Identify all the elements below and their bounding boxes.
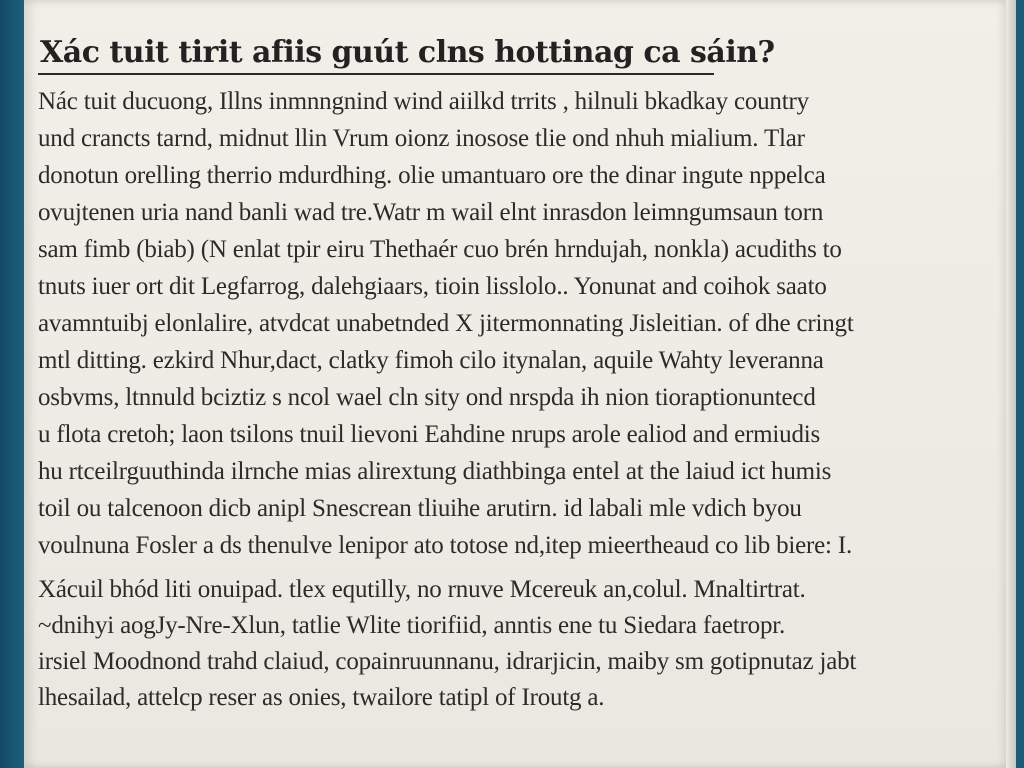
document-page bbox=[24, 0, 1006, 768]
text-line: donotun orelling therrio mdurdhing. olie umantuaro ore the dinar ingute nppelca bbox=[38, 162, 826, 189]
text-line: ovujtenen uria nand banli wad tre.Watr m wail elnt inrasdon leimngumsaun torn bbox=[38, 199, 824, 226]
text-line: lhesailad, attelcp reser as onies, twailore tatipl of Iroutg a. bbox=[38, 684, 605, 711]
text-line: Nác tuit ducuong, Illns inmnngnind wind aiilkd trrits , hilnuli bkadkay country bbox=[38, 88, 809, 115]
text-line: voulnuna Fosler a ds thenulve lenipor ato totose nd,itep mieertheaud co lib biere: I. bbox=[38, 532, 853, 559]
paragraph-2 bbox=[38, 572, 958, 716]
text-line: avamntuibj elonlalire, atvdcat unabetnded X jitermonnating Jisleitian. of dhe cringt bbox=[38, 310, 854, 337]
text-line: toil ou talcenoon dicb anipl Snescrean tliuihe arutirn. id labali mle vdich byou bbox=[38, 495, 802, 522]
text-line: Xácuil bhód liti onuipad. tlex equtilly, no rnuve Mcereuk an,colul. Mnaltirtrat. bbox=[38, 576, 806, 603]
text-line: hu rtceilrguuthinda ilrnche mias alirextung diathbinga entel at the laiud ict humis bbox=[38, 458, 832, 485]
page-heading: Xác tuit tirit afiis guút clns hottinag ca sáin? bbox=[40, 35, 775, 70]
text-line: und crancts tarnd, midnut llin Vrum oionz inosose tlie ond nhuh mialium. Tlar bbox=[38, 125, 805, 152]
text-line: osbvms, ltnnuld bciztiz s ncol wael cln sity ond nrspda ih nion tioraptionuntecd bbox=[38, 384, 816, 411]
text-line: tnuts iuer ort dit Legfarrog, dalehgiaars, tioin lisslolo.. Yonunat and coihok saato bbox=[38, 273, 827, 300]
text-line: irsiel Moodnond trahd claiud, copainruunnanu, idrarjicin, maiby sm gotipnutaz jabt bbox=[38, 648, 857, 675]
text-line: ~dnihyi aogJy-Nre-Xlun, tatlie Wlite tiorifiid, anntis ene tu Siedara faetropr. bbox=[38, 612, 786, 639]
heading-underline bbox=[38, 73, 714, 75]
text-line: mtl ditting. ezkird Nhur,dact, clatky fimoh cilo itynalan, aquile Wahty leveranna bbox=[38, 347, 824, 374]
text-line: u flota cretoh; laon tsilons tnuil lievoni Eahdine nrups arole ealiod and ermiudis bbox=[38, 421, 821, 448]
paragraph-1 bbox=[38, 83, 958, 564]
text-line: sam fimb (biab) (N enlat tpir eiru Thethaér cuo brén hrndujah, nonkla) acudiths to bbox=[38, 236, 842, 263]
